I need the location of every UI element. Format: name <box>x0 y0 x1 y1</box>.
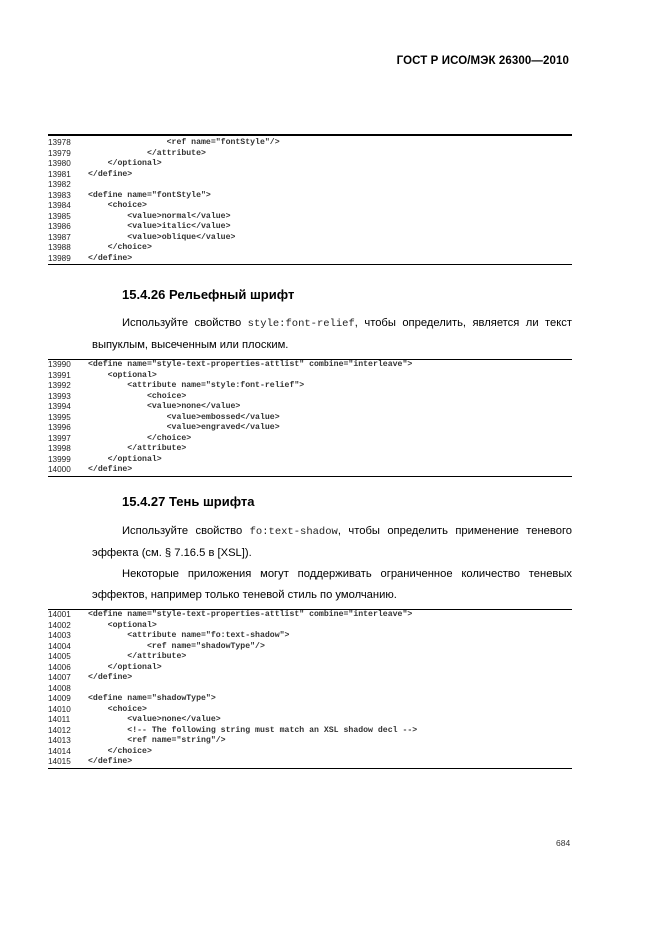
code-term: style:font-relief <box>247 318 355 330</box>
code-line <box>48 663 572 674</box>
code-line <box>48 392 572 403</box>
code-text: <choice> <box>88 704 147 714</box>
code-line <box>48 212 572 223</box>
code-text: <choice> <box>88 201 147 210</box>
line-number: 13985 <box>48 211 71 221</box>
line-number: 14000 <box>48 465 71 474</box>
line-number: 13999 <box>48 454 71 464</box>
line-number: 13998 <box>48 444 71 453</box>
text: Используйте свойство <box>122 525 250 537</box>
code-text: <ref name="fontStyle"/> <box>88 138 280 147</box>
code-text: <value>none</value> <box>88 402 241 411</box>
code-line <box>48 610 572 621</box>
code-line <box>48 191 572 202</box>
code-text: </choice> <box>88 746 152 756</box>
text: , чтобы определить применение теневого эффекта (см. § 7.16.5 в [XSL]). <box>92 525 572 559</box>
line-number: 14015 <box>48 757 71 766</box>
code-text: <define name="style-text-properties-attlist" combine="interleave"> <box>88 610 413 619</box>
code-line <box>48 222 572 233</box>
code-text: <ref name="shadowType"/> <box>88 641 265 651</box>
line-number: 13981 <box>48 169 71 179</box>
code-text: </choice> <box>88 243 152 252</box>
code-line <box>48 434 572 445</box>
code-line <box>48 254 572 265</box>
code-line <box>48 715 572 726</box>
code-text: <value>italic</value> <box>88 222 231 231</box>
line-number: 13979 <box>48 148 71 158</box>
code-line <box>48 621 572 632</box>
line-number: 13988 <box>48 243 71 252</box>
code-text: <attribute name="fo:text-shadow"> <box>88 631 290 640</box>
section-heading-text-shadow: 15.4.27 Тень шрифта <box>122 494 255 509</box>
code-text: <choice> <box>88 391 187 401</box>
code-text: <value>normal</value> <box>88 211 231 221</box>
line-number: 14011 <box>48 715 71 724</box>
code-line <box>48 371 572 382</box>
code-line <box>48 138 572 149</box>
line-number: 14007 <box>48 673 71 682</box>
line-number: 14001 <box>48 610 71 619</box>
line-number: 14004 <box>48 641 71 651</box>
text: Некоторые приложения могут поддерживать ограниченное количество теневых эффектов, например только теневой стиль по умолчанию. <box>92 568 572 601</box>
paragraph-shadow-support <box>92 564 572 606</box>
code-text: <!-- The following string must match an XSL shadow decl --> <box>88 725 418 735</box>
code-text: <ref name="string"/> <box>88 736 226 745</box>
code-line <box>48 402 572 413</box>
line-number: 13980 <box>48 159 71 168</box>
code-line <box>48 149 572 160</box>
line-number: 14014 <box>48 746 71 756</box>
line-number: 14012 <box>48 725 71 735</box>
line-number: 13996 <box>48 423 71 432</box>
code-line <box>48 159 572 170</box>
line-number: 13994 <box>48 402 71 411</box>
line-number: 13982 <box>48 180 71 189</box>
code-listing-font-relief <box>48 359 572 477</box>
line-number: 14013 <box>48 736 71 745</box>
code-text: </attribute> <box>88 652 187 661</box>
code-line <box>48 170 572 181</box>
code-text: </optional> <box>88 662 162 672</box>
line-number: 14002 <box>48 620 71 630</box>
code-line <box>48 360 572 371</box>
code-term: fo:text-shadow <box>249 526 338 538</box>
code-line <box>48 465 572 476</box>
code-text: <value>none</value> <box>88 715 221 724</box>
line-number: 13991 <box>48 370 71 380</box>
line-number: 14005 <box>48 652 71 661</box>
code-text: </optional> <box>88 454 162 464</box>
code-text: </define> <box>88 465 133 474</box>
line-number: 13993 <box>48 391 71 401</box>
code-text: <define name="fontStyle"> <box>88 190 211 200</box>
code-line <box>48 201 572 212</box>
line-number: 14009 <box>48 694 71 703</box>
line-number: 14010 <box>48 704 71 714</box>
code-line <box>48 381 572 392</box>
line-number: 13989 <box>48 253 71 263</box>
paragraph-font-relief <box>92 313 572 356</box>
code-text: <define name="shadowType"> <box>88 694 216 703</box>
code-text: </optional> <box>88 159 162 168</box>
code-line <box>48 444 572 455</box>
code-line <box>48 684 572 695</box>
code-line <box>48 455 572 466</box>
code-text: <define name="style-text-properties-attlist" combine="interleave"> <box>88 360 413 369</box>
code-line <box>48 705 572 716</box>
line-number: 13987 <box>48 232 71 242</box>
code-line <box>48 180 572 191</box>
code-lines <box>48 360 572 476</box>
text: , чтобы определить, является ли текст выпуклым, высеченным или плоским. <box>92 317 572 351</box>
line-number: 14008 <box>48 683 71 693</box>
code-line <box>48 757 572 768</box>
line-number: 13983 <box>48 190 71 200</box>
code-text: </define> <box>88 253 133 263</box>
line-number: 13997 <box>48 433 71 443</box>
code-text: <value>engraved</value> <box>88 423 280 432</box>
code-text: <value>embossed</value> <box>88 412 280 422</box>
code-lines <box>48 610 572 768</box>
code-line <box>48 423 572 434</box>
section-heading-font-relief: 15.4.26 Рельефный шрифт <box>122 287 295 302</box>
code-text: <optional> <box>88 620 157 630</box>
line-number: 13990 <box>48 360 71 369</box>
code-lines <box>48 138 572 264</box>
code-line <box>48 233 572 244</box>
document-header-title: ГОСТ Р ИСО/МЭК 26300—2010 <box>396 55 569 67</box>
code-line <box>48 736 572 747</box>
code-text: </define> <box>88 673 133 682</box>
code-text: </define> <box>88 169 133 179</box>
line-number: 14006 <box>48 662 71 672</box>
code-text: <value>oblique</value> <box>88 232 236 242</box>
line-number: 13978 <box>48 138 71 147</box>
code-line <box>48 413 572 424</box>
line-number: 14003 <box>48 631 71 640</box>
code-line <box>48 726 572 737</box>
line-number: 13992 <box>48 381 71 390</box>
code-line <box>48 243 572 254</box>
code-line <box>48 631 572 642</box>
code-text: </choice> <box>88 433 192 443</box>
code-line <box>48 642 572 653</box>
code-text: </attribute> <box>88 444 187 453</box>
code-listing-text-shadow <box>48 609 572 769</box>
code-listing-font-style <box>48 134 572 265</box>
code-text: <attribute name="style:font-relief"> <box>88 381 305 390</box>
code-line <box>48 652 572 663</box>
paragraph-text-shadow <box>92 521 572 564</box>
code-line <box>48 673 572 684</box>
code-line <box>48 694 572 705</box>
text: Используйте свойство <box>122 317 248 329</box>
page-number: 684 <box>556 838 571 848</box>
line-number: 13995 <box>48 412 71 422</box>
line-number: 13986 <box>48 222 71 231</box>
code-text: </attribute> <box>88 148 206 158</box>
code-text: </define> <box>88 757 133 766</box>
code-line <box>48 747 572 758</box>
line-number: 13984 <box>48 201 71 210</box>
code-text: <optional> <box>88 370 157 380</box>
